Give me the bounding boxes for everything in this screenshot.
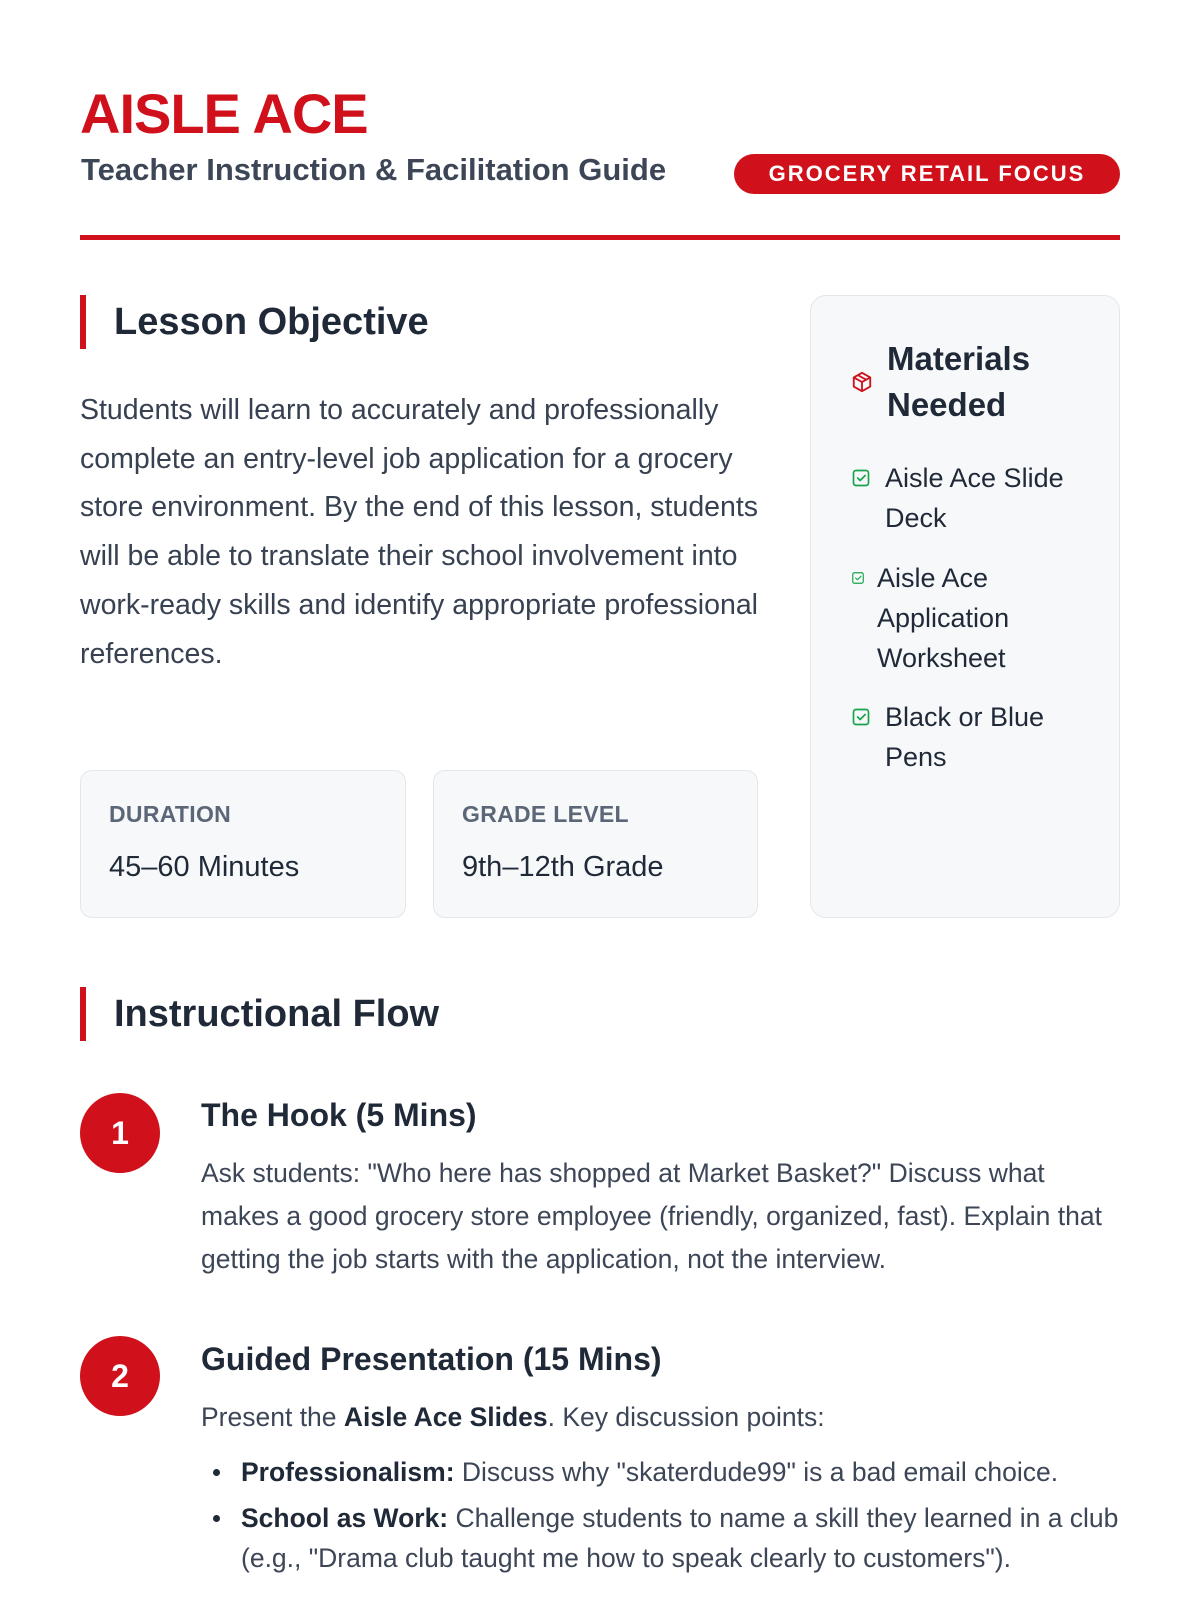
focus-badge: GROCERY RETAIL FOCUS [734, 154, 1120, 194]
grade-label: GRADE LEVEL [462, 801, 629, 827]
duration-value: 45–60 Minutes [109, 851, 300, 883]
discussion-points [201, 1452, 1121, 1584]
check-square-icon [851, 468, 871, 488]
material-label: Aisle Ace Slide Deck [885, 463, 1064, 533]
check-square-icon [851, 707, 871, 727]
material-item [851, 697, 1085, 777]
materials-header [851, 336, 1087, 428]
bullet-term: School as Work: [241, 1503, 449, 1533]
bullet-term: Professionalism: [241, 1457, 455, 1487]
step-intro-before: Present the [201, 1402, 344, 1432]
step-intro-after: . Key discussion points: [547, 1402, 825, 1432]
materials-panel [810, 295, 1120, 918]
header-divider [80, 235, 1120, 240]
step-title: The Hook (5 Mins) [201, 1097, 477, 1133]
flow-heading-text: Instructional Flow [114, 993, 440, 1035]
materials-title: Materials Needed [887, 340, 1031, 423]
bullet-dot [213, 1469, 220, 1476]
package-icon [851, 371, 873, 393]
grade-value: 9th–12th Grade [462, 851, 664, 883]
duration-card [80, 770, 406, 918]
material-item [851, 558, 1077, 678]
bullet-text: Challenge students to name a skill they learned in a club (e.g., "Drama club taught me how to speak clearly to customers"). [241, 1503, 1119, 1573]
grade-card [433, 770, 758, 918]
material-item [851, 458, 1085, 538]
objective-heading [80, 295, 429, 349]
brand-title: AISLE ACE [80, 82, 368, 145]
step-title: Guided Presentation (15 Mins) [201, 1341, 662, 1377]
duration-label: DURATION [109, 801, 232, 827]
bullet-dot [213, 1515, 220, 1522]
material-label: Aisle Ace Application Worksheet [877, 563, 1010, 673]
bullet-text: Discuss why "skaterdude99" is a bad email choice. [454, 1457, 1059, 1487]
check-square-icon [851, 571, 865, 585]
flow-heading [80, 987, 439, 1041]
objective-heading-text: Lesson Objective [114, 301, 429, 343]
guide-subtitle: Teacher Instruction & Facilitation Guide [81, 152, 667, 187]
step-number: 2 [80, 1336, 160, 1416]
list-item [201, 1452, 1121, 1492]
step-intro [201, 1396, 1121, 1439]
step-description: Ask students: "Who here has shopped at Market Basket?" Discuss what makes a good grocery store employee (friendly, organized, fast). Explain that getting the job starts with the application, not the interview. [201, 1158, 1102, 1274]
step-intro-bold: Aisle Ace Slides [343, 1402, 548, 1432]
material-label: Black or Blue Pens [885, 702, 1045, 772]
step-number: 1 [80, 1093, 160, 1173]
list-item [201, 1498, 1121, 1578]
objective-text: Students will learn to accurately and professionally complete an entry-level job application for a grocery store environment. By the end of this lesson, students will be able to translate their school involvement into work-ready skills and identify appropriate professional references. [80, 394, 759, 670]
